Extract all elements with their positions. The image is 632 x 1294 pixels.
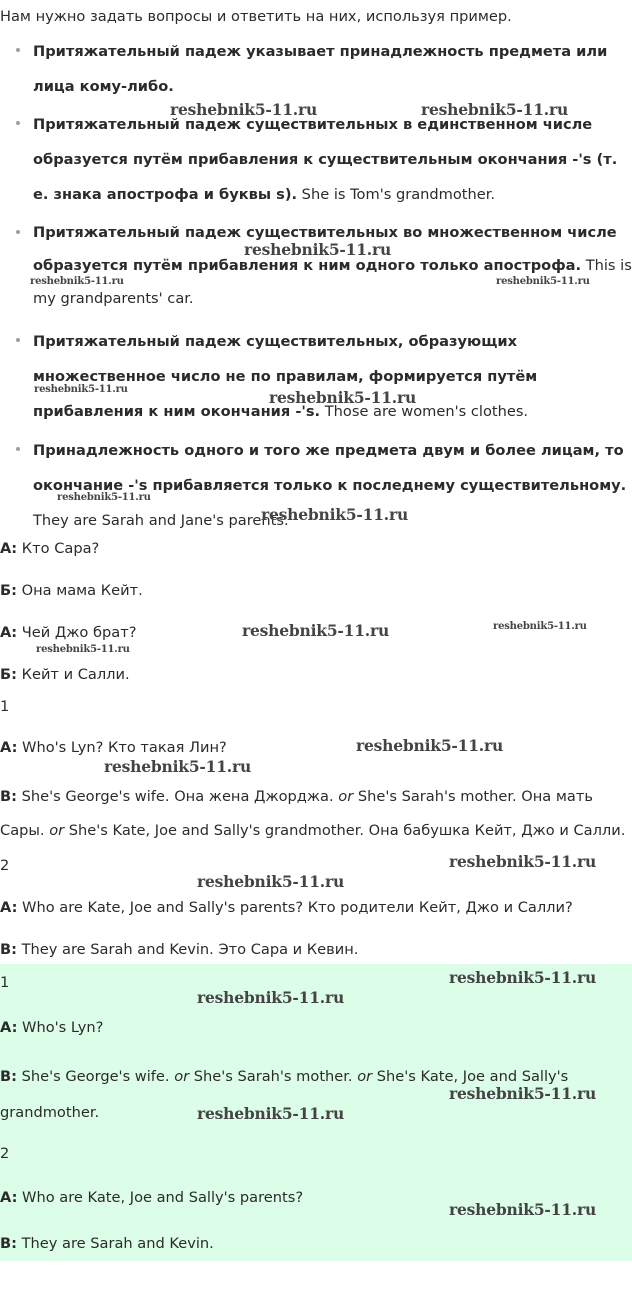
rule-bold-text: Притяжательный падеж существительных, образующих множественное число не по правилам, формируется путём прибавления к ним окончания -'s. — [33, 333, 538, 420]
speaker-label: A: — [0, 1189, 18, 1206]
watermark: reshebnik5-11.ru — [197, 988, 345, 1007]
rule-example: This is my grandparents' car. — [33, 257, 632, 307]
watermark: reshebnik5-11.ru — [269, 388, 417, 407]
dialog-line — [0, 538, 632, 560]
speaker-label: A: — [0, 1019, 18, 1036]
speaker-label: Б: — [0, 582, 17, 599]
watermark: reshebnik5-11.ru — [244, 240, 392, 259]
rule-item — [0, 34, 632, 104]
speaker-label: B: — [0, 788, 17, 805]
dialog-text: They are Sarah and Kevin. — [16, 1235, 214, 1252]
speaker-label: Б: — [0, 666, 17, 683]
dialog-text: Who are Kate, Joe and Sally's parents? Кто родители Кейт, Джо и Салли? — [17, 899, 573, 916]
watermark: reshebnik5-11.ru — [170, 100, 318, 119]
watermark: reshebnik5-11.ru — [496, 276, 590, 287]
watermark: reshebnik5-11.ru — [449, 1084, 597, 1103]
intro-text: Нам нужно задать вопросы и ответить на них, используя пример. — [0, 8, 512, 25]
rule-bold-text: Принадлежность одного и того же предмета двум и более лицам, то окончание -'s прибавляется только к последнему существительному. — [33, 442, 627, 494]
speaker-label: B: — [0, 941, 17, 958]
watermark: reshebnik5-11.ru — [197, 1104, 345, 1123]
dialog-line — [0, 939, 632, 961]
rule-example: Those are women's clothes. — [320, 403, 529, 420]
watermark: reshebnik5-11.ru — [104, 757, 252, 776]
or-word: or — [357, 1068, 373, 1085]
dialog-text: Она мама Кейт. — [16, 582, 143, 599]
rule-item — [0, 216, 632, 315]
watermark: reshebnik5-11.ru — [493, 621, 587, 632]
watermark: reshebnik5-11.ru — [36, 644, 130, 655]
item-number: 1 — [0, 974, 10, 991]
rule-item — [0, 107, 632, 212]
dialog-text: Who's Lyn? — [17, 1019, 104, 1036]
dialog-text: Who's Lyn? Кто такая Лин? — [17, 739, 227, 756]
watermark: reshebnik5-11.ru — [242, 621, 390, 640]
speaker-label: B: — [0, 1235, 17, 1252]
or-word: or — [338, 788, 354, 805]
dialog-text: She's Kate, Joe and Sally's grandmother. — [0, 1068, 569, 1121]
dialog-text: They are Sarah and Kevin. Это Сара и Кевин. — [16, 941, 359, 958]
rule-item — [0, 324, 632, 429]
rule-example: They are Sarah and Jane's parents. — [33, 512, 289, 529]
dialog-text: Чей Джо брат? — [17, 624, 137, 641]
dialog-line — [0, 580, 632, 602]
speaker-label: А: — [0, 624, 18, 641]
dialog-text: Кто Сара? — [17, 540, 100, 557]
rule-bold-text: Притяжательный падеж существительных во множественном числе образуется путём прибавления к ним одного только апострофа. — [33, 224, 617, 274]
watermark: reshebnik5-11.ru — [449, 1200, 597, 1219]
dialog-line — [0, 737, 632, 759]
speaker-label: А: — [0, 540, 18, 557]
watermark: reshebnik5-11.ru — [421, 100, 569, 119]
watermark: reshebnik5-11.ru — [34, 384, 128, 395]
dialog-line — [0, 897, 632, 919]
rule-bold-text: Притяжательный падеж существительных в единственном числе образуется путём прибавления к существительным окончания -'s (т. е. знака апострофа и буквы s). — [33, 116, 618, 203]
item-number: 2 — [0, 857, 10, 874]
speaker-label: A: — [0, 739, 18, 756]
item-number: 1 — [0, 698, 10, 715]
speaker-label: A: — [0, 899, 18, 916]
or-word: or — [49, 822, 65, 839]
dialog-text: Who are Kate, Joe and Sally's parents? — [17, 1189, 304, 1206]
dialog-text: She's Sarah's mother. Она мать Сары. — [0, 788, 593, 839]
watermark: reshebnik5-11.ru — [356, 736, 504, 755]
dialog-text: She's Sarah's mother. — [189, 1068, 358, 1085]
dialog-line — [0, 1233, 632, 1255]
item-number: 2 — [0, 1145, 10, 1162]
watermark: reshebnik5-11.ru — [449, 968, 597, 987]
dialog-line — [0, 780, 632, 848]
dialog-text: She's George's wife. — [16, 1068, 175, 1085]
dialog-line — [0, 1017, 632, 1039]
rule-bold-text: Притяжательный падеж указывает принадлежность предмета или лица кому-либо. — [33, 43, 608, 95]
or-word: or — [174, 1068, 190, 1085]
dialog-text: She's George's wife. Она жена Джорджа. — [16, 788, 339, 805]
dialog-text: She's Kate, Joe and Sally's grandmother. Она бабушка Кейт, Джо и Салли. — [64, 822, 626, 839]
watermark: reshebnik5-11.ru — [261, 505, 409, 524]
dialog-line — [0, 664, 632, 686]
watermark: reshebnik5-11.ru — [57, 492, 151, 503]
watermark: reshebnik5-11.ru — [449, 852, 597, 871]
dialog-text: Кейт и Салли. — [16, 666, 130, 683]
speaker-label: B: — [0, 1068, 17, 1085]
watermark: reshebnik5-11.ru — [30, 276, 124, 287]
watermark: reshebnik5-11.ru — [197, 872, 345, 891]
rule-example: She is Tom's grandmother. — [297, 186, 496, 203]
